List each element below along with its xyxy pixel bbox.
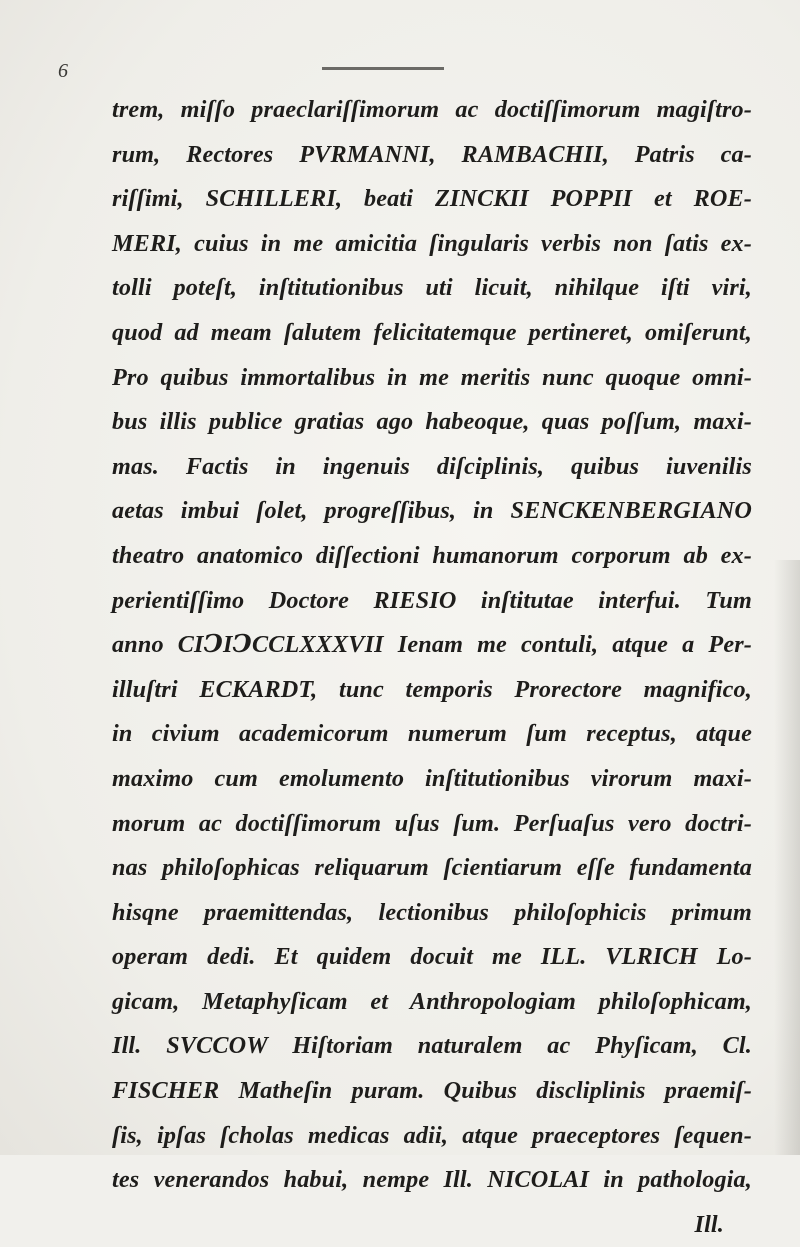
text-line: aetas imbui ſolet, progreſſibus, in SENCKENBERGIANO: [112, 497, 752, 525]
page-number: 6: [58, 60, 68, 82]
text-line: quod ad meam ſalutem felicitatemque pertineret, omiſerunt,: [112, 318, 752, 346]
catchword: Ill.: [694, 1210, 724, 1238]
text-line: morum ac doctiſſimorum uſus ſum. Perſuaſus vero doctri-: [112, 809, 752, 837]
text-line: nas philoſophicas reliquarum ſcientiarum eſſe fundamenta: [112, 854, 752, 882]
text-line: rum, Rectores PVRMANNI, RAMBACHII, Patris ca-: [112, 140, 752, 168]
body-text: [112, 88, 752, 1247]
text-line: Pro quibus immortalibus in me meritis nunc quoque omni-: [112, 363, 752, 391]
text-line: mas. Factis in ingenuis diſciplinis, quibus iuvenilis: [112, 452, 752, 480]
text-line: hisqne praemittendas, lectionibus philoſophicis primum: [112, 898, 752, 926]
text-line: ſis, ipſas ſcholas medicas adii, atque praeceptores ſequen-: [112, 1121, 752, 1149]
text-line: in civium academicorum numerum ſum receptus, atque: [112, 720, 752, 748]
text-line: tes venerandos habui, nempe Ill. NICOLAI in pathologia,: [112, 1166, 752, 1194]
text-line: operam dedi. Et quidem docuit me ILL. VLRICH Lo-: [112, 943, 752, 971]
text-line: FISCHER Matheſin puram. Quibus discliplinis praemiſ-: [112, 1077, 752, 1105]
text-line: MERI, cuius in me amicitia ſingularis verbis non ſatis ex-: [112, 229, 752, 257]
text-line: illuſtri ECKARDT, tunc temporis Prorectore magnifico,: [112, 675, 752, 703]
text-line: perientiſſimo Doctore RIESIO inſtitutae interfui. Tum: [112, 586, 752, 614]
header-rule: [322, 67, 444, 70]
text-line: bus illis publice gratias ago habeoque, quas poſſum, maxi-: [112, 408, 752, 436]
text-line: gicam, Metaphyſicam et Anthropologiam philoſophicam,: [112, 987, 752, 1015]
text-line: Ill. SVCCOW Hiſtoriam naturalem ac Phyſicam, Cl.: [112, 1032, 752, 1060]
text-line: theatro anatomico diſſectioni humanorum corporum ab ex-: [112, 541, 752, 569]
text-line: anno CIↃIↃCCLXXXVII Ienam me contuli, atque a Per-: [112, 631, 752, 659]
text-line: riſſimi, SCHILLERI, beati ZINCKII POPPII et ROE-: [112, 185, 752, 213]
text-line: maximo cum emolumento inſtitutionibus virorum maxi-: [112, 764, 752, 792]
text-line: trem, miſſo praeclariſſimorum ac doctiſſimorum magiſtro-: [112, 96, 752, 123]
text-line: tolli poteſt, inſtitutionibus uti licuit, nihilque iſti viri,: [112, 274, 752, 302]
page-edge-shadow: [774, 560, 800, 1155]
